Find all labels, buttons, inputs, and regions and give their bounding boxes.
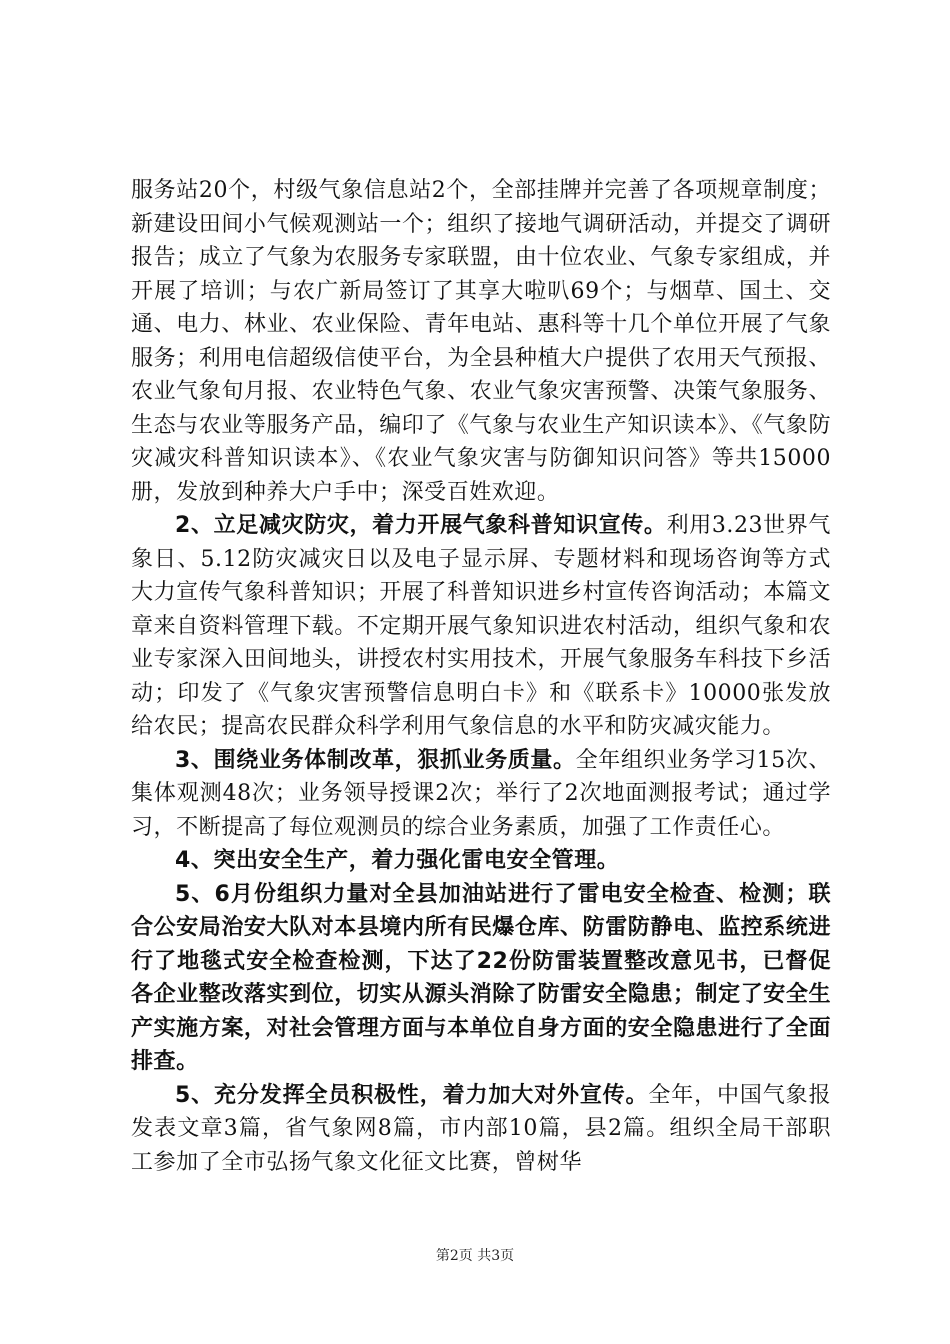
paragraph-5 [131, 878, 831, 1079]
paragraph-lead: 4、突出安全生产，着力强化雷电安全管理。 [175, 848, 620, 873]
paragraph-2 [131, 509, 831, 744]
paragraph-text: 服务站20个，村级气象信息站2个，全部挂牌并完善了各项规章制度；新建设田间小气候观测站一个；组织了接地气调研活动，并提交了调研报告；成立了气象为农服务专家联盟，由十位农业、气象专家组成，并开展了培训；与农广新局签订了其享大啦叭69个；与烟草、国土、交通、电力、林业、农业保险、青年电站、惠科等十几个单位开展了气象服务；利用电信超级信使平台，为全县种植大户提供了农用天气预报、农业气象旬月报、农业特色气象、农业气象灾害预警、决策气象服务、生态与农业等服务产品，编印了《气象与农业生产知识读本》、《气象防灾减灾科普知识读本》、《农业气象灾害与防御知识问答》等共15000册，发放到种养大户手中；深受百姓欢迎。 [131, 178, 831, 505]
paragraph-1 [131, 174, 831, 509]
paragraph-6 [131, 1079, 831, 1180]
paragraph-lead: 5、充分发挥全员积极性，着力加大对外宣传。 [175, 1082, 649, 1108]
page-footer [0, 1245, 950, 1265]
page-number-label: 第2页 共3页 [435, 1248, 515, 1264]
paragraph-lead: 2、立足减灾防灾，着力开展气象科普知识宣传。 [175, 513, 667, 538]
paragraph-lead: 3、围绕业务体制改革，狠抓业务质量。 [175, 747, 576, 773]
paragraph-3 [131, 744, 831, 845]
paragraph-text: 5、6月份组织力量对全县加油站进行了雷电安全检查、检测；联合公安局治安大队对本县境内所有民爆仓库、防雷防静电、监控系统进行了地毯式安全检查检测，下达了22份防雷装置整改意见书，已督促各企业整改落实到位，切实从源头消除了防雷安全隐患；制定了安全生产实施方案，对社会管理方面与本单位自身方面的安全隐患进行了全面排查。 [131, 881, 831, 1074]
paragraph-text: 全年，中国气象报发表文章3篇，省气象网8篇，市内部10篇，县2篇。组织全局干部职工参加了全市弘扬气象文化征文比赛，曾树华 [131, 1082, 832, 1175]
paragraph-text: 利用3.23世界气象日、5.12防灾减灾日以及电子显示屏、专题材料和现场咨询等方式大力宣传气象科普知识；开展了科普知识进乡村宣传咨询活动；本篇文章来自资料管理下载。不定期开展气象知识进农村活动，组织气象和农业专家深入田间地头，讲授农村实用技术，开展气象服务车科技下乡活动；印发了《气象灾害预警信息明白卡》和《联系卡》10000张发放给农民；提高农民群众科学利用气象信息的水平和防灾减灾能力。 [131, 513, 831, 739]
paragraph-4 [131, 844, 831, 878]
paragraph-text: 全年组织业务学习15次、集体观测48次；业务领导授课2次；举行了2次地面测报考试；通过学习，不断提高了每位观测员的综合业务素质，加强了工作责任心。 [131, 747, 831, 840]
document-body [131, 174, 831, 1179]
